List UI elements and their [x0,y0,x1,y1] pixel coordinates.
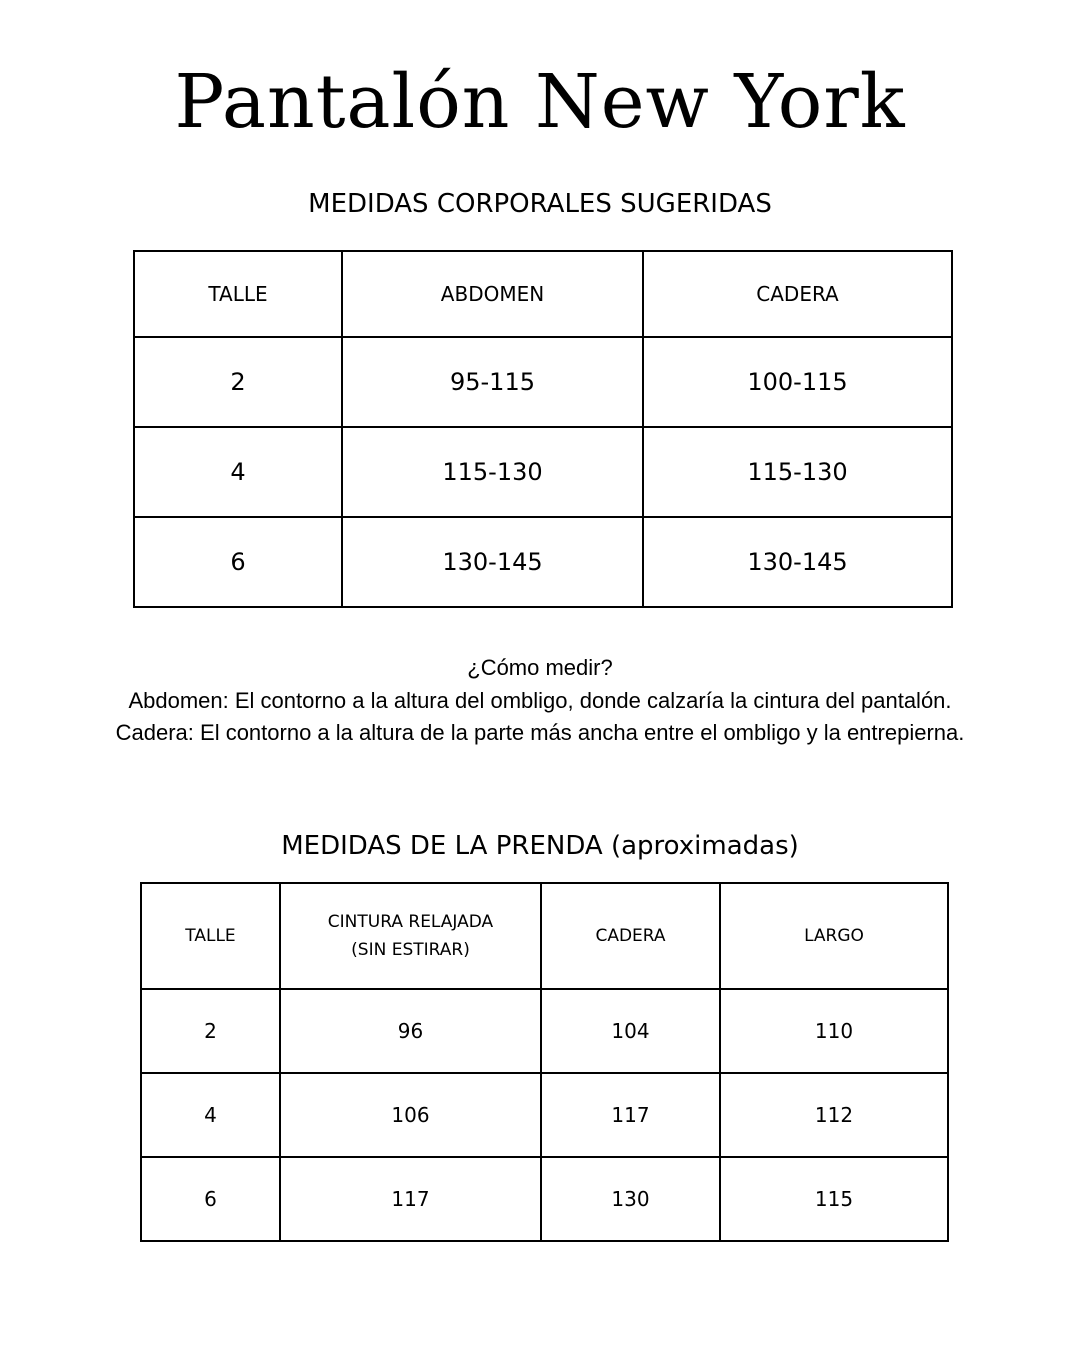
cell-abdomen: 115-130 [342,427,643,517]
column-header-abdomen: ABDOMEN [342,251,643,337]
table-header-row [141,883,948,989]
cell-talle: 2 [141,989,280,1073]
cell-cadera: 104 [541,989,720,1073]
table-row [134,337,952,427]
how-to-measure-abdomen: Abdomen: El contorno a la altura del ombligo, donde calzaría la cintura del pantalón. [128,687,952,713]
table-row [134,427,952,517]
cell-cadera: 130 [541,1157,720,1241]
column-header-talle: TALLE [141,883,280,989]
page-title: Pantalón New York [174,59,906,145]
cell-talle: 4 [134,427,342,517]
body-measurements-heading: MEDIDAS CORPORALES SUGERIDAS [308,189,772,219]
cell-talle: 6 [141,1157,280,1241]
table-row [141,1073,948,1157]
cell-cintura: 117 [280,1157,541,1241]
column-header-cadera: CADERA [643,251,952,337]
column-header-cadera: CADERA [541,883,720,989]
cell-abdomen: 95-115 [342,337,643,427]
how-to-measure-question: ¿Cómo medir? [467,655,613,680]
cell-largo: 110 [720,989,948,1073]
cell-cadera: 100-115 [643,337,952,427]
garment-measurements-heading: MEDIDAS DE LA PRENDA (aproximadas) [281,831,799,861]
how-to-measure [60,652,1020,750]
garment-measurements-table [140,882,949,1242]
table-header-row [134,251,952,337]
table-row [141,1157,948,1241]
column-header-talle: TALLE [134,251,342,337]
cell-talle: 2 [134,337,342,427]
cell-cintura: 96 [280,989,541,1073]
column-header-cintura-relajada: CINTURA RELAJADA (SIN ESTIRAR) [280,883,541,989]
cell-abdomen: 130-145 [342,517,643,607]
cell-talle: 4 [141,1073,280,1157]
cell-cadera: 115-130 [643,427,952,517]
table-row [141,989,948,1073]
table-row [134,517,952,607]
how-to-measure-cadera: Cadera: El contorno a la altura de la parte más ancha entre el ombligo y la entrepierna. [115,720,965,745]
cell-cadera: 130-145 [643,517,952,607]
cell-cadera: 117 [541,1073,720,1157]
cell-talle: 6 [134,517,342,607]
column-header-largo: LARGO [720,883,948,989]
cell-largo: 115 [720,1157,948,1241]
body-measurements-table [133,250,953,608]
cell-largo: 112 [720,1073,948,1157]
cell-cintura: 106 [280,1073,541,1157]
